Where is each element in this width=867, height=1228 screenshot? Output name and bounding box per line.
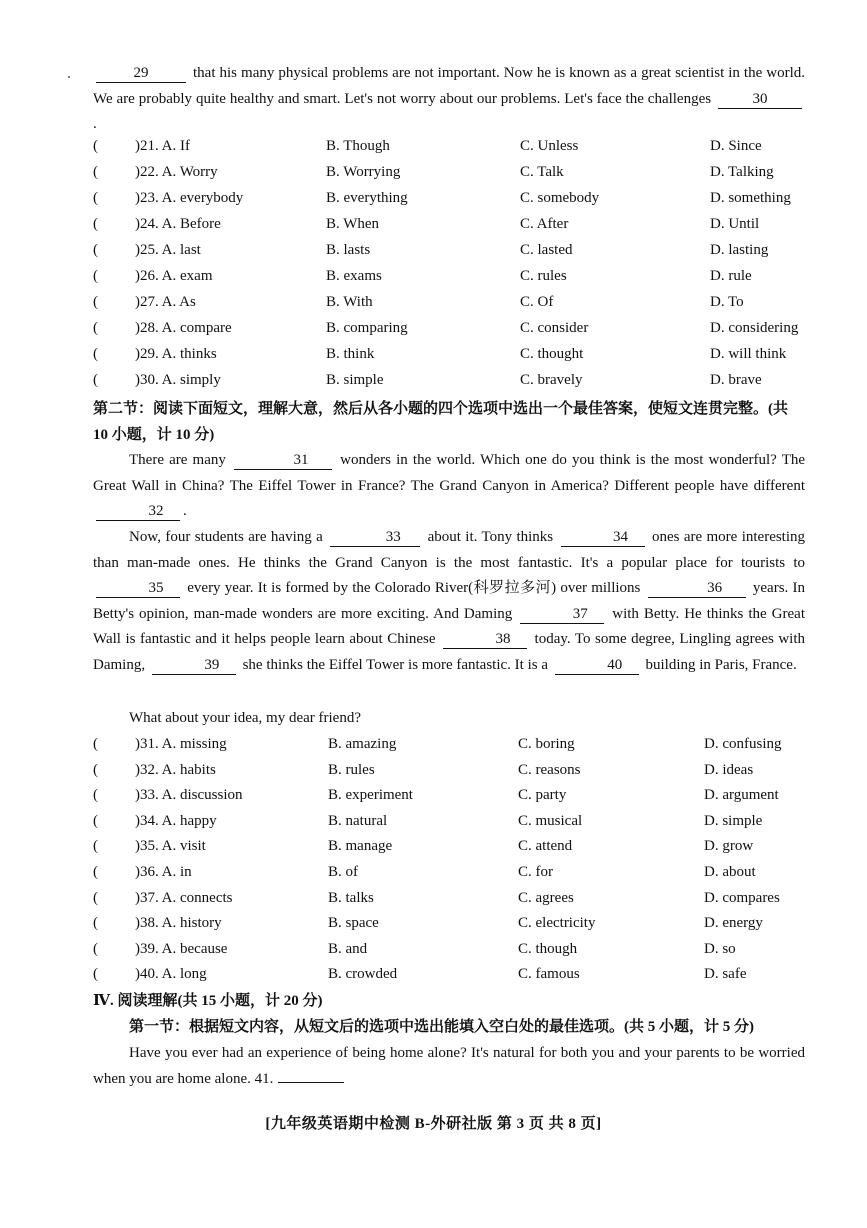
period: . xyxy=(183,503,187,520)
blank-41 xyxy=(278,1082,344,1083)
option-a: )40. A. long xyxy=(135,966,207,983)
option-b: B. exams xyxy=(326,268,382,284)
question-row xyxy=(93,289,813,315)
blank-34: 34 xyxy=(561,528,645,547)
question-row xyxy=(93,367,813,393)
option-a: )38. A. history xyxy=(135,915,222,932)
option-b: B. think xyxy=(326,346,375,362)
answer-paren: ( xyxy=(93,812,98,829)
answer-paren: ( xyxy=(93,838,98,855)
option-b: B. everything xyxy=(326,190,408,206)
option-c: C. famous xyxy=(518,966,580,983)
option-d: D. argument xyxy=(704,787,779,804)
answer-paren: ( xyxy=(93,372,98,388)
option-c: C. party xyxy=(518,787,567,804)
option-c: C. consider xyxy=(520,320,589,336)
option-c: C. rules xyxy=(520,268,567,284)
option-a: )23. A. everybody xyxy=(135,190,244,206)
passage-text: that his many physical problems are not important. Now he is known as a great scientist in the world. We are probably quite healthy and smart. Let's not worry about our problems. Let's face the challenges xyxy=(93,65,805,107)
option-c: C. lasted xyxy=(520,242,573,258)
option-d: D. ideas xyxy=(704,761,754,778)
section-4-heading: Ⅳ. 阅读理解(共 15 小题，计 20 分) xyxy=(93,993,323,1009)
option-a: )27. A. As xyxy=(135,294,196,310)
question-row xyxy=(93,237,813,263)
option-a: )35. A. visit xyxy=(135,838,206,855)
question-row xyxy=(93,782,813,808)
section-2-heading: 第二节：阅读下面短文，理解大意，然后从各小题的四个选项中选出一个最佳答案，使短文连贯完整。(共 10 小题，计 10 分) xyxy=(93,401,789,443)
blank-32: 32 xyxy=(96,502,180,521)
answer-paren: ( xyxy=(93,761,98,778)
option-b: B. talks xyxy=(328,889,374,906)
question-row xyxy=(93,185,813,211)
option-d: D. Talking xyxy=(710,164,774,180)
answer-paren: ( xyxy=(93,164,98,180)
blank-31: 31 xyxy=(234,451,332,470)
option-d: D. brave xyxy=(710,372,762,388)
question-row xyxy=(93,263,813,289)
passage-text: every year. It is formed by the Colorado River(科罗拉多河) over millions xyxy=(187,580,641,597)
question-row xyxy=(93,910,813,936)
answer-paren: ( xyxy=(93,138,98,154)
option-a: )30. A. simply xyxy=(135,372,221,388)
option-a: )34. A. happy xyxy=(135,812,217,829)
blank-39: 39 xyxy=(152,656,236,675)
option-b: B. natural xyxy=(328,812,388,829)
answer-paren: ( xyxy=(93,190,98,206)
option-c: C. agrees xyxy=(518,889,574,906)
question-row xyxy=(93,833,813,859)
option-a: )22. A. Worry xyxy=(135,164,218,180)
answer-paren: ( xyxy=(93,736,98,752)
option-a: )29. A. thinks xyxy=(135,346,217,362)
option-c: C. bravely xyxy=(520,372,583,388)
passage-text: There are many xyxy=(129,452,226,468)
option-b: B. comparing xyxy=(326,320,408,336)
option-b: B. and xyxy=(328,940,368,957)
option-d: D. simple xyxy=(704,812,763,829)
section-4-subheading: 第一节：根据短文内容，从短文后的选项中选出能填入空白处的最佳选项。(共 5 小题，计 5 分) xyxy=(129,1019,754,1035)
option-c: C. thought xyxy=(520,346,584,362)
answer-paren: ( xyxy=(93,889,98,906)
option-c: C. Of xyxy=(520,294,554,310)
passage-text: Now, four students are having a xyxy=(129,529,323,545)
option-b: B. experiment xyxy=(328,787,413,804)
passage-text: years. In Betty's opinion, man-made wonders are more exciting. And Daming xyxy=(93,580,806,622)
option-d: D. grow xyxy=(704,838,754,855)
option-d: D. rule xyxy=(710,268,752,284)
blank-29: 29 xyxy=(96,64,186,83)
passage-text: today. To some degree, Lingling agrees with Daming, xyxy=(93,631,805,673)
passage-2-paragraph-2 xyxy=(93,525,805,679)
scan-speck xyxy=(68,76,70,78)
option-d: D. will think xyxy=(710,346,787,362)
answer-paren: ( xyxy=(93,320,98,336)
option-a: )24. A. Before xyxy=(135,216,221,232)
option-b: B. simple xyxy=(326,372,384,388)
option-c: C. attend xyxy=(518,838,573,855)
question-row xyxy=(93,757,813,783)
option-a: )28. A. compare xyxy=(135,320,232,336)
option-a: )25. A. last xyxy=(135,242,201,258)
option-b: B. manage xyxy=(328,838,393,855)
option-b: B. space xyxy=(328,915,379,932)
answer-paren: ( xyxy=(93,346,98,362)
blank-30: 30 xyxy=(718,90,802,109)
question-row xyxy=(93,133,813,159)
option-c: C. Unless xyxy=(520,138,579,154)
option-a: )32. A. habits xyxy=(135,761,216,778)
passage-text: with Betty. He thinks the Great Wall is fantastic and it helps people learn about Chinese xyxy=(93,605,805,648)
option-c: C. electricity xyxy=(518,915,596,932)
option-a: )36. A. in xyxy=(135,864,192,880)
page-footer: [九年级英语期中检测 B-外研社版 第 3 页 共 8 页] xyxy=(265,1116,602,1132)
blank-35: 35 xyxy=(96,579,180,598)
passage-2-paragraph-3: What about your idea, my dear friend? xyxy=(129,710,361,726)
question-row xyxy=(93,961,813,987)
answer-paren: ( xyxy=(93,268,98,284)
option-b: B. lasts xyxy=(326,242,371,258)
passage-1-end xyxy=(93,61,805,138)
answer-paren: ( xyxy=(93,864,98,880)
option-d: D. compares xyxy=(704,889,780,906)
option-a: )21. A. If xyxy=(135,138,190,154)
option-d: D. To xyxy=(710,294,744,310)
answer-paren: ( xyxy=(93,966,98,983)
option-a: )39. A. because xyxy=(135,940,228,957)
blank-37: 37 xyxy=(520,605,604,624)
option-c: C. musical xyxy=(518,812,583,829)
blank-33: 33 xyxy=(330,528,420,547)
answer-paren: ( xyxy=(93,940,98,957)
answer-paren: ( xyxy=(93,242,98,258)
option-b: B. rules xyxy=(328,761,375,778)
option-d: D. something xyxy=(710,190,791,206)
option-d: D. safe xyxy=(704,966,747,983)
blank-38: 38 xyxy=(443,630,527,649)
option-d: D. confusing xyxy=(704,736,782,752)
option-b: B. Worrying xyxy=(326,164,401,180)
question-row xyxy=(93,859,813,885)
passage-text: wonders in the world. Which one do you think is the most wonderful? The Great Wall in China? The Eiffel Tower in France? The Grand Canyon in America? Different people have different xyxy=(93,452,806,494)
option-c: C. somebody xyxy=(520,190,600,206)
option-d: D. Since xyxy=(710,138,762,154)
option-c: C. boring xyxy=(518,736,575,752)
option-b: B. With xyxy=(326,294,373,310)
passage-text: she thinks the Eiffel Tower is more fantastic. It is a xyxy=(242,656,548,673)
option-d: D. considering xyxy=(710,320,799,336)
passage-text: Have you ever had an experience of being home alone? It's natural for both you and your parents to be worried when you are home alone. 41. xyxy=(93,1045,805,1087)
option-a: )37. A. connects xyxy=(135,889,233,906)
option-d: D. about xyxy=(704,864,756,880)
question-row xyxy=(93,885,813,911)
period: . xyxy=(93,116,97,133)
question-row xyxy=(93,731,813,757)
answer-paren: ( xyxy=(93,294,98,310)
question-row xyxy=(93,341,813,367)
blank-40: 40 xyxy=(555,656,639,675)
passage-text: ones are more interesting than man-made ones. He thinks the Grand Canyon is the most fantastic. It's a popular place for tourists to xyxy=(93,529,806,571)
question-row xyxy=(93,936,813,962)
passage-4-paragraph-1 xyxy=(93,1041,805,1092)
option-b: B. of xyxy=(328,864,358,880)
option-c: C. After xyxy=(520,216,569,232)
question-row xyxy=(93,808,813,834)
option-c: C. Talk xyxy=(520,164,564,180)
option-b: B. amazing xyxy=(328,736,397,752)
passage-text: building in Paris, France. xyxy=(645,656,797,673)
option-a: )33. A. discussion xyxy=(135,787,243,804)
option-d: D. so xyxy=(704,940,736,957)
answer-paren: ( xyxy=(93,787,98,804)
option-c: C. reasons xyxy=(518,761,581,778)
option-a: )26. A. exam xyxy=(135,268,213,284)
blank-36: 36 xyxy=(648,579,746,598)
option-d: D. Until xyxy=(710,216,760,232)
option-b: B. When xyxy=(326,216,380,232)
question-row xyxy=(93,159,813,185)
option-b: B. crowded xyxy=(328,966,398,983)
option-c: C. for xyxy=(518,864,553,880)
question-row xyxy=(93,315,813,341)
option-d: D. energy xyxy=(704,915,763,932)
passage-2-paragraph-1 xyxy=(93,448,805,525)
option-c: C. though xyxy=(518,940,578,957)
answer-paren: ( xyxy=(93,216,98,232)
option-a: )31. A. missing xyxy=(135,736,227,752)
question-row xyxy=(93,211,813,237)
answer-paren: ( xyxy=(93,915,98,932)
option-b: B. Though xyxy=(326,138,390,154)
passage-text: about it. Tony thinks xyxy=(427,529,554,545)
option-d: D. lasting xyxy=(710,242,769,258)
